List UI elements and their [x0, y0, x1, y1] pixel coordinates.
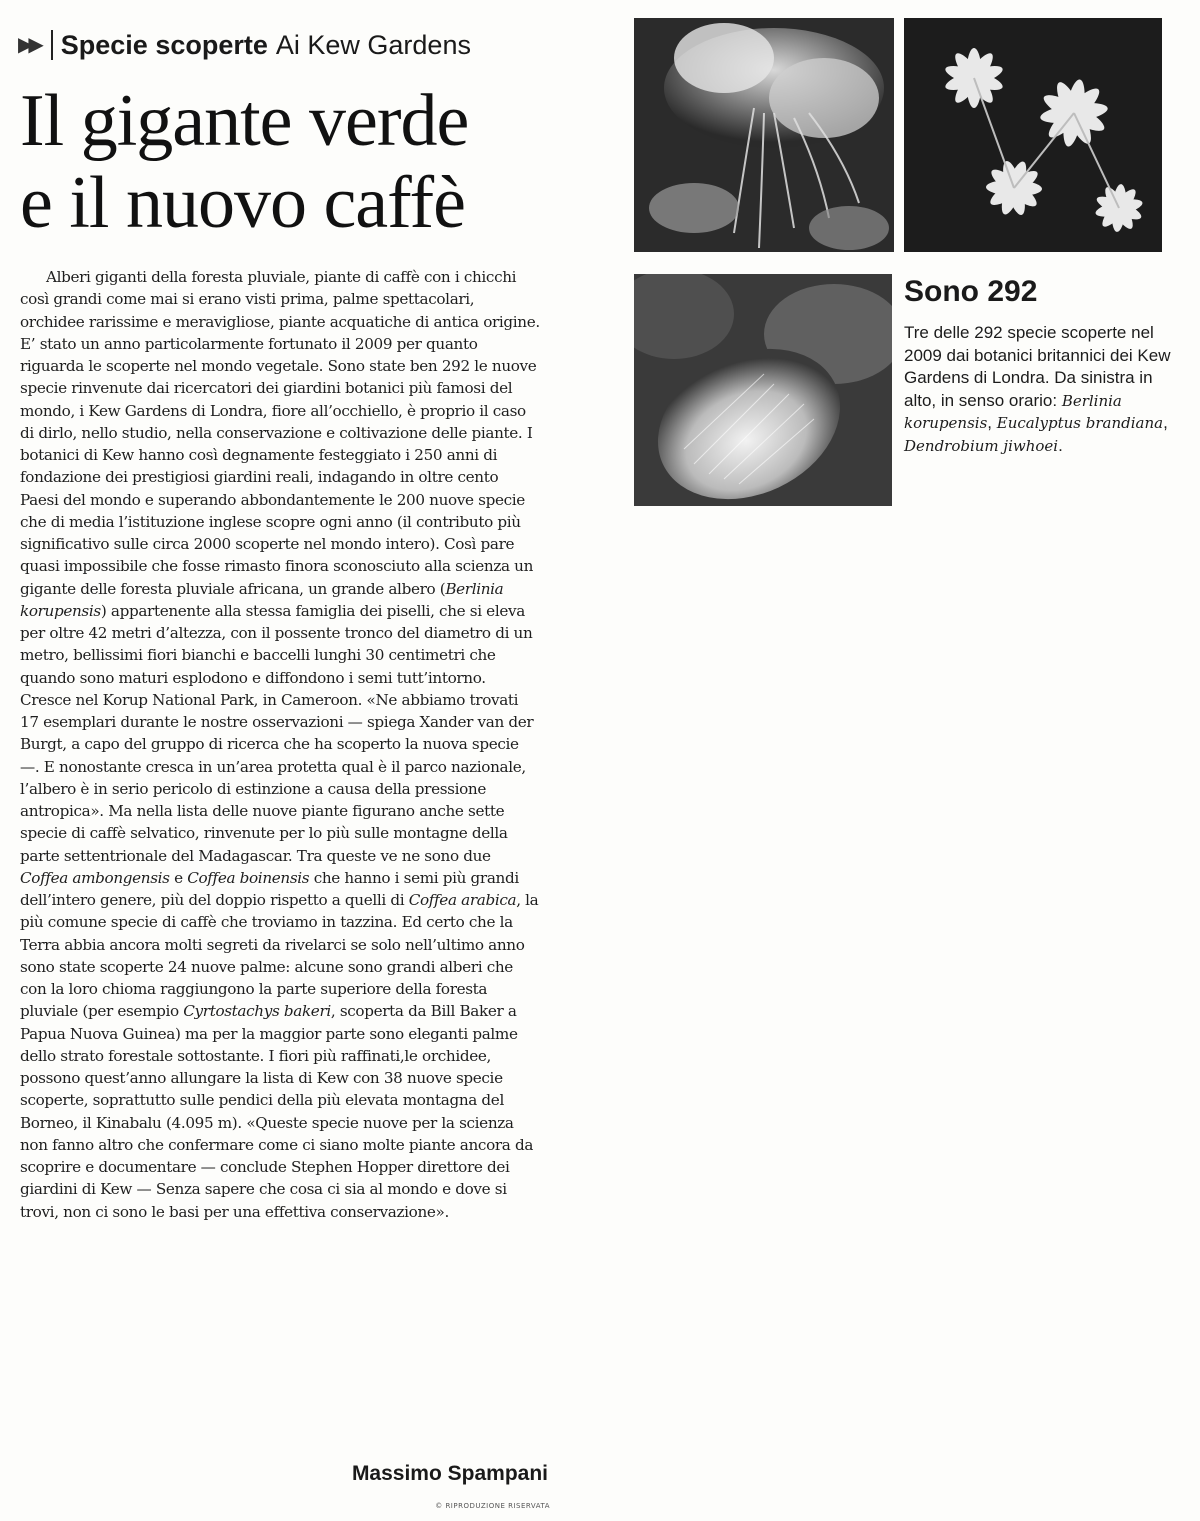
headline-line-1: Il gigante verde [20, 80, 469, 162]
orchid-image [904, 18, 1162, 252]
sidebar-title: Sono 292 [904, 275, 1038, 308]
kicker-divider [51, 30, 53, 60]
text-run: Tre delle 292 specie scoperte nel 2009 dai botanici britannici dei Kew Gardens di Londra. Da sinistra in alto, in senso orario: [904, 323, 1171, 410]
kicker-section: Specie scoperte [60, 30, 268, 60]
photo-caption [904, 322, 1174, 457]
text-run: , [1163, 413, 1168, 432]
photo-dendrobium-jiwhoei [904, 18, 1162, 252]
species-name: Berlinia korupensis [904, 391, 1122, 432]
species-name: Berlinia korupensis [20, 579, 504, 620]
text-run: , scoperta da Bill Baker a Papua Nuova Guinea) ma per la maggior parte sono eleganti palme dello strato forestale sottostante. I fiori più raffinati,le orchidee, possono quest’anno allungare la lista di Kew con 38 nuove specie scoperte, soprattutto sulle pendici della più elevata montagna del Borneo, il Kinabalu (4.095 m). «Queste specie nuove per la scienza non fanno altro che confermare come ci siano molte piante ancora da scoprire e documentare — conclude Stephen Hopper direttore dei giardini di Kew — Senza sapere che cosa ci sia al mondo e dove si trovi, non ci sono le basi per una effettiva conservazione». [20, 1002, 534, 1221]
species-name: Coffea arabica [408, 891, 517, 909]
kicker [18, 28, 578, 62]
double-arrow-icon: ▶▶ [18, 34, 39, 56]
eucalyptus-flower-image [634, 274, 892, 506]
species-name: Eucalyptus brandiana [996, 414, 1164, 432]
kicker-topic: Ai Kew Gardens [275, 30, 471, 60]
text-run: , [987, 413, 997, 432]
species-name: Cyrtostachys bakeri [183, 1002, 331, 1021]
flower-image [634, 18, 894, 252]
headline-line-2: e il nuovo caffè [20, 162, 465, 244]
copyright-notice: © RIPRODUZIONE RISERVATA [435, 1502, 550, 1510]
species-name: Coffea ambongensis [20, 868, 170, 887]
text-run: ) appartenente alla stessa famiglia dei piselli, che si eleva per oltre 42 metri d’altezza, con il possente tronco del diametro di un metro, bellissimi fiori bianchi e baccelli lunghi 30 centimetri che quando sono maturi esplodono e diffondono i semi tutt’intorno. Cresce nel Korup National Park, in Cameroon. «Ne abbiamo trovati 17 esemplari durante le nostre osservazioni — spiega Xander van der Burgt, a capo del gruppo di ricerca che ha scoperto la nuova specie —. E nonostante cresca in un’area protetta qual è il parco nazionale, l’albero è in serio pericolo di estinzione a causa della pressione antropica». Ma nella lista delle nuove piante figurano anche sette specie di caffè selvatico, rinvenute per lo più sulle montagne della parte settentrionale del Madagascar. Tra queste ve ne sono due [20, 601, 534, 865]
species-name: Coffea boinensis [187, 868, 310, 887]
text-run: . [1058, 435, 1063, 455]
article-body [20, 266, 540, 1223]
headline [20, 80, 580, 244]
text-run: , la più comune specie di caffè che troviamo in tazzina. Ed certo che la Terra abbia ancora molti segreti da rivelarci se solo nell’ultimo anno sono state scoperte 24 nuove palme: alcune sono grandi alberi che con la loro chioma raggiungono la parte superiore della foresta pluviale (per esempio [20, 891, 539, 1021]
text-run: e [169, 868, 188, 887]
species-name: Dendrobium jiwhoei [904, 436, 1059, 455]
text-run: che hanno i semi più grandi dell’intero genere, più del doppio rispetto a quelli di [20, 868, 519, 909]
photo-eucalyptus-brandiana [634, 274, 892, 506]
byline: Massimo Spampani [351, 1462, 548, 1485]
text-run: Alberi giganti della foresta pluviale, piante di caffè con i chicchi così grandi come mai si erano visti prima, palme spettacolari, orchidee rarissime e meravigliose, piante acquatiche di antica origine. E’ stato un anno particolarmente fortunato il 2009 per quanto riguarda le scoperte nel mondo vegetale. Sono state ben 292 le nuove specie rinvenute dai ricercatori dei giardini botanici più famosi del mondo, i Kew Gardens di Londra, fiore all’occhiello, è proprio il caso di dirlo, nello studio, nella conservazione e coltivazione delle piante. I botanici di Kew hanno così degnamente festeggiato i 250 anni di fondazione dei prestigiosi giardini reali, indagando in oltre cento Paesi del mondo e superando abbondantemente le 200 nuove specie che di media l’istituzione inglese scopre ogni anno (il contributo più significativo sulle circa 2000 scoperte nel mondo intero). Così pare quasi impossibile che fosse rimasto finora sconosciuto alla scienza un gigante delle foresta pluviale africana, un grande albero ( [20, 268, 540, 598]
photo-berlinia-korupensis [634, 18, 894, 252]
